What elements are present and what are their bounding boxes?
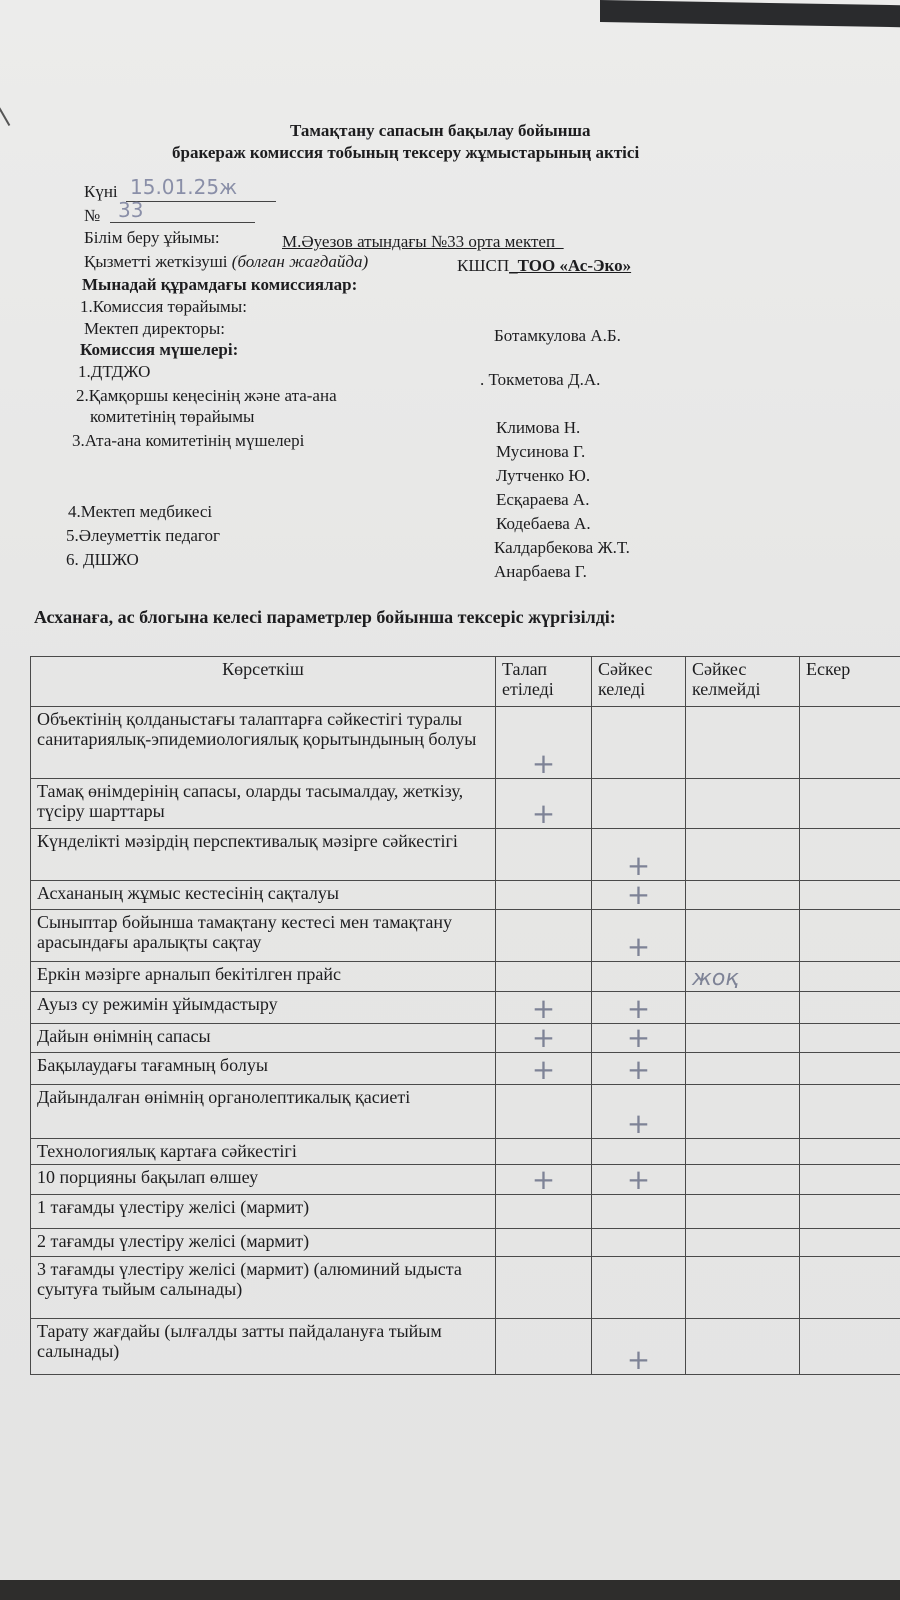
number-value: 33: [118, 198, 144, 222]
required-cell: [496, 1165, 592, 1195]
check-mark: +: [626, 992, 651, 1025]
required-cell: [496, 1021, 592, 1054]
notes-cell: [800, 1319, 900, 1375]
member2-label-line1: 2.Қамқоршы кеңесінің және ата-ана: [76, 386, 337, 405]
check-mark: +: [626, 1107, 651, 1140]
check-mark: +: [531, 747, 556, 780]
indicator-cell: Тарату жағдайы (ылғалды затты пайдалануға тыйым салынады): [31, 1319, 496, 1375]
member4-label: 4.Мектеп медбикесі: [68, 502, 213, 521]
noncompliant-cell: [686, 1195, 800, 1229]
pen-mark: [0, 92, 22, 126]
compliant-cell: [592, 1319, 686, 1375]
indicator-cell: Технологиялық картаға сәйкестігі: [31, 1139, 496, 1165]
noncompliant-cell: [686, 962, 800, 992]
header-compliant: Сәйкес келеді: [592, 657, 686, 707]
noncompliant-cell: [686, 1024, 800, 1053]
check-mark: +: [531, 1021, 556, 1054]
compliant-cell: [592, 910, 686, 962]
member3-label: 3.Ата-ана комитетінің мүшелері: [72, 431, 305, 450]
indicator-cell: Дайындалған өнімнің органолептикалық қасиеті: [31, 1085, 496, 1139]
noncompliant-cell: [686, 1229, 800, 1257]
indicator-cell: Объектінің қолданыстағы талаптарға сәйкестігі туралы санитариялық-эпидемиологиялық қорытындының болуы: [31, 707, 496, 779]
member5-label: 5.Әлеуметтік педагог: [66, 526, 220, 545]
compliant-cell: [592, 1085, 686, 1139]
indicator-cell: Бақылаудағы тағамның болуы: [31, 1053, 496, 1085]
table-row: [31, 1165, 900, 1195]
check-mark: +: [626, 1343, 651, 1376]
table-row: [31, 1257, 900, 1319]
member1-name: . Токметова Д.А.: [480, 370, 601, 389]
check-mark: +: [531, 1163, 556, 1196]
noncompliant-cell: [686, 1319, 800, 1375]
noncompliant-cell: [686, 829, 800, 881]
compliant-cell: [592, 1053, 686, 1085]
indicator-cell: Еркін мәзірге арналып бекітілген прайс: [31, 962, 496, 992]
org-label: Білім беру ұйымы:: [84, 228, 220, 247]
compliant-cell: [592, 1229, 686, 1257]
table-row: [31, 1085, 900, 1139]
noncompliant-cell: [686, 779, 800, 829]
table-row: [31, 910, 900, 962]
table-row: [31, 962, 900, 992]
indicator-cell: Асхананың жұмыс кестесінің сақталуы: [31, 881, 496, 910]
indicator-cell: Күнделікті мәзірдің перспективалық мәзірге сәйкестігі: [31, 829, 496, 881]
notes-cell: [800, 962, 900, 992]
indicator-cell: 3 тағамды үлестіру желісі (мармит) (алюминий ыдыста суытуға тыйым салынады): [31, 1257, 496, 1319]
commission-heading: Мынадай құрамдағы комиссиялар:: [82, 275, 358, 294]
date-value: 15.01.25ж: [130, 175, 238, 199]
org-value: М.Әуезов атындағы №33 орта мектеп_: [282, 232, 564, 251]
member2-label-line2: комитетінің төрайымы: [90, 407, 255, 426]
noncompliant-cell: [686, 1257, 800, 1319]
notes-cell: [800, 1229, 900, 1257]
required-cell: [496, 1319, 592, 1375]
notes-cell: [800, 829, 900, 881]
table-row: [31, 1195, 900, 1229]
date-label: Күні: [84, 182, 118, 201]
member6-label: 6. ДШЖО: [66, 550, 139, 569]
notes-cell: [800, 779, 900, 829]
member3-name-3: Есқараева А.: [496, 490, 590, 509]
required-cell: [496, 1257, 592, 1319]
required-cell: [496, 910, 592, 962]
notes-cell: [800, 1139, 900, 1165]
required-cell: [496, 881, 592, 910]
title-line2: бракераж комиссия тобының тексеру жұмыстарының актісі: [172, 143, 640, 162]
table-header-row: [31, 657, 900, 707]
required-cell: [496, 1053, 592, 1085]
notes-cell: [800, 1165, 900, 1195]
check-mark: +: [626, 1021, 651, 1054]
compliant-cell: [592, 1195, 686, 1229]
header-indicator: Көрсеткіш: [31, 657, 496, 707]
required-cell: [496, 1085, 592, 1139]
background-edge-bottom: [0, 1580, 900, 1600]
section-heading: Асханаға, ас блогына келесі параметрлер бойынша тексеріс жүргізілді:: [34, 607, 616, 627]
table-row: [31, 992, 900, 1024]
indicator-cell: 2 тағамды үлестіру желісі (мармит): [31, 1229, 496, 1257]
table-row: [31, 1139, 900, 1165]
title-line1: Тамақтану сапасын бақылау бойынша: [290, 121, 591, 140]
handwritten-note: жоқ: [692, 966, 739, 991]
compliant-cell: [592, 829, 686, 881]
indicator-cell: 1 тағамды үлестіру желісі (мармит): [31, 1195, 496, 1229]
indicator-cell: Тамақ өнімдерінің сапасы, оларды тасымалдау, жеткізу, түсіру шарттары: [31, 779, 496, 829]
table-row: [31, 881, 900, 910]
member1-label: 1.ДТДЖО: [78, 362, 151, 381]
notes-cell: [800, 881, 900, 910]
noncompliant-cell: [686, 1085, 800, 1139]
inspection-table: [30, 656, 900, 1375]
noncompliant-cell: [686, 910, 800, 962]
background-edge: [600, 0, 900, 27]
check-mark: +: [626, 1053, 651, 1086]
member6-name: Анарбаева Г.: [494, 562, 587, 581]
notes-cell: [800, 1195, 900, 1229]
required-cell: [496, 1229, 592, 1257]
header-noncompliant: Сәйкес келмейді: [686, 657, 800, 707]
compliant-cell: [592, 1139, 686, 1165]
check-mark: +: [531, 1053, 556, 1086]
notes-cell: [800, 992, 900, 1024]
check-mark: +: [626, 1163, 651, 1196]
notes-cell: [800, 707, 900, 779]
member5-name: Калдарбекова Ж.Т.: [494, 538, 630, 557]
supplier-prefix: КШСП: [457, 256, 510, 275]
noncompliant-cell: [686, 707, 800, 779]
required-cell: [496, 1195, 592, 1229]
check-mark: +: [531, 992, 556, 1025]
indicator-cell: Сыныптар бойынша тамақтану кестесі мен тамақтану арасындағы аралықты сақтау: [31, 910, 496, 962]
check-mark: +: [626, 849, 651, 882]
notes-cell: [800, 1024, 900, 1053]
table-row: [31, 1319, 900, 1375]
noncompliant-cell: [686, 992, 800, 1024]
compliant-cell: [592, 779, 686, 829]
required-cell: [496, 707, 592, 779]
table-body: [31, 707, 900, 1375]
table-row: [31, 1053, 900, 1085]
table-row: [31, 779, 900, 829]
required-cell: [496, 1139, 592, 1165]
header-notes: Ескер: [800, 657, 900, 707]
table-row: [31, 707, 900, 779]
member4-name: Кодебаева А.: [496, 514, 591, 533]
supplier-value-line: [457, 256, 631, 276]
compliant-cell: [592, 962, 686, 992]
required-cell: [496, 829, 592, 881]
check-mark: +: [531, 797, 556, 830]
number-label: №: [84, 206, 101, 225]
notes-cell: [800, 910, 900, 962]
required-cell: [496, 992, 592, 1024]
indicator-cell: Ауыз су режимін ұйымдастыру: [31, 992, 496, 1024]
supplier-note: (болған жағдайда): [231, 252, 369, 271]
check-mark: +: [626, 930, 651, 963]
compliant-cell: [592, 1021, 686, 1054]
chair-label: 1.Комиссия төрайымы:: [80, 297, 247, 316]
supplier-label: [84, 252, 368, 272]
compliant-cell: [592, 992, 686, 1024]
director-name: Ботамкулова А.Б.: [494, 326, 621, 345]
required-cell: [496, 962, 592, 992]
table-row: [31, 1024, 900, 1053]
noncompliant-cell: [686, 1165, 800, 1195]
compliant-cell: [592, 878, 686, 911]
indicator-cell: 10 порцияны бақылап өлшеу: [31, 1165, 496, 1195]
supplier-label-text: Қызметті жеткізуші: [84, 252, 228, 271]
check-mark: +: [626, 878, 651, 911]
table-row: [31, 1229, 900, 1257]
member3-name-1: Мусинова Г.: [496, 442, 586, 461]
required-cell: [496, 779, 592, 829]
notes-cell: [800, 1085, 900, 1139]
noncompliant-cell: [686, 881, 800, 910]
number-underline: [110, 222, 255, 223]
supplier-value: _ТОО «Ас-Эко»: [509, 256, 632, 275]
notes-cell: [800, 1257, 900, 1319]
director-label: Мектеп директоры:: [84, 319, 225, 338]
compliant-cell: [592, 1165, 686, 1195]
date-underline: [126, 201, 276, 202]
noncompliant-cell: [686, 1139, 800, 1165]
indicator-cell: Дайын өнімнің сапасы: [31, 1024, 496, 1053]
table-row: [31, 829, 900, 881]
notes-cell: [800, 1053, 900, 1085]
compliant-cell: [592, 707, 686, 779]
members-heading: Комиссия мүшелері:: [80, 340, 239, 359]
compliant-cell: [592, 1257, 686, 1319]
member2-name: Климова Н.: [496, 418, 581, 437]
member3-name-2: Лутченко Ю.: [496, 466, 591, 485]
noncompliant-cell: [686, 1053, 800, 1085]
header-required: Талап етіледі: [496, 657, 592, 707]
